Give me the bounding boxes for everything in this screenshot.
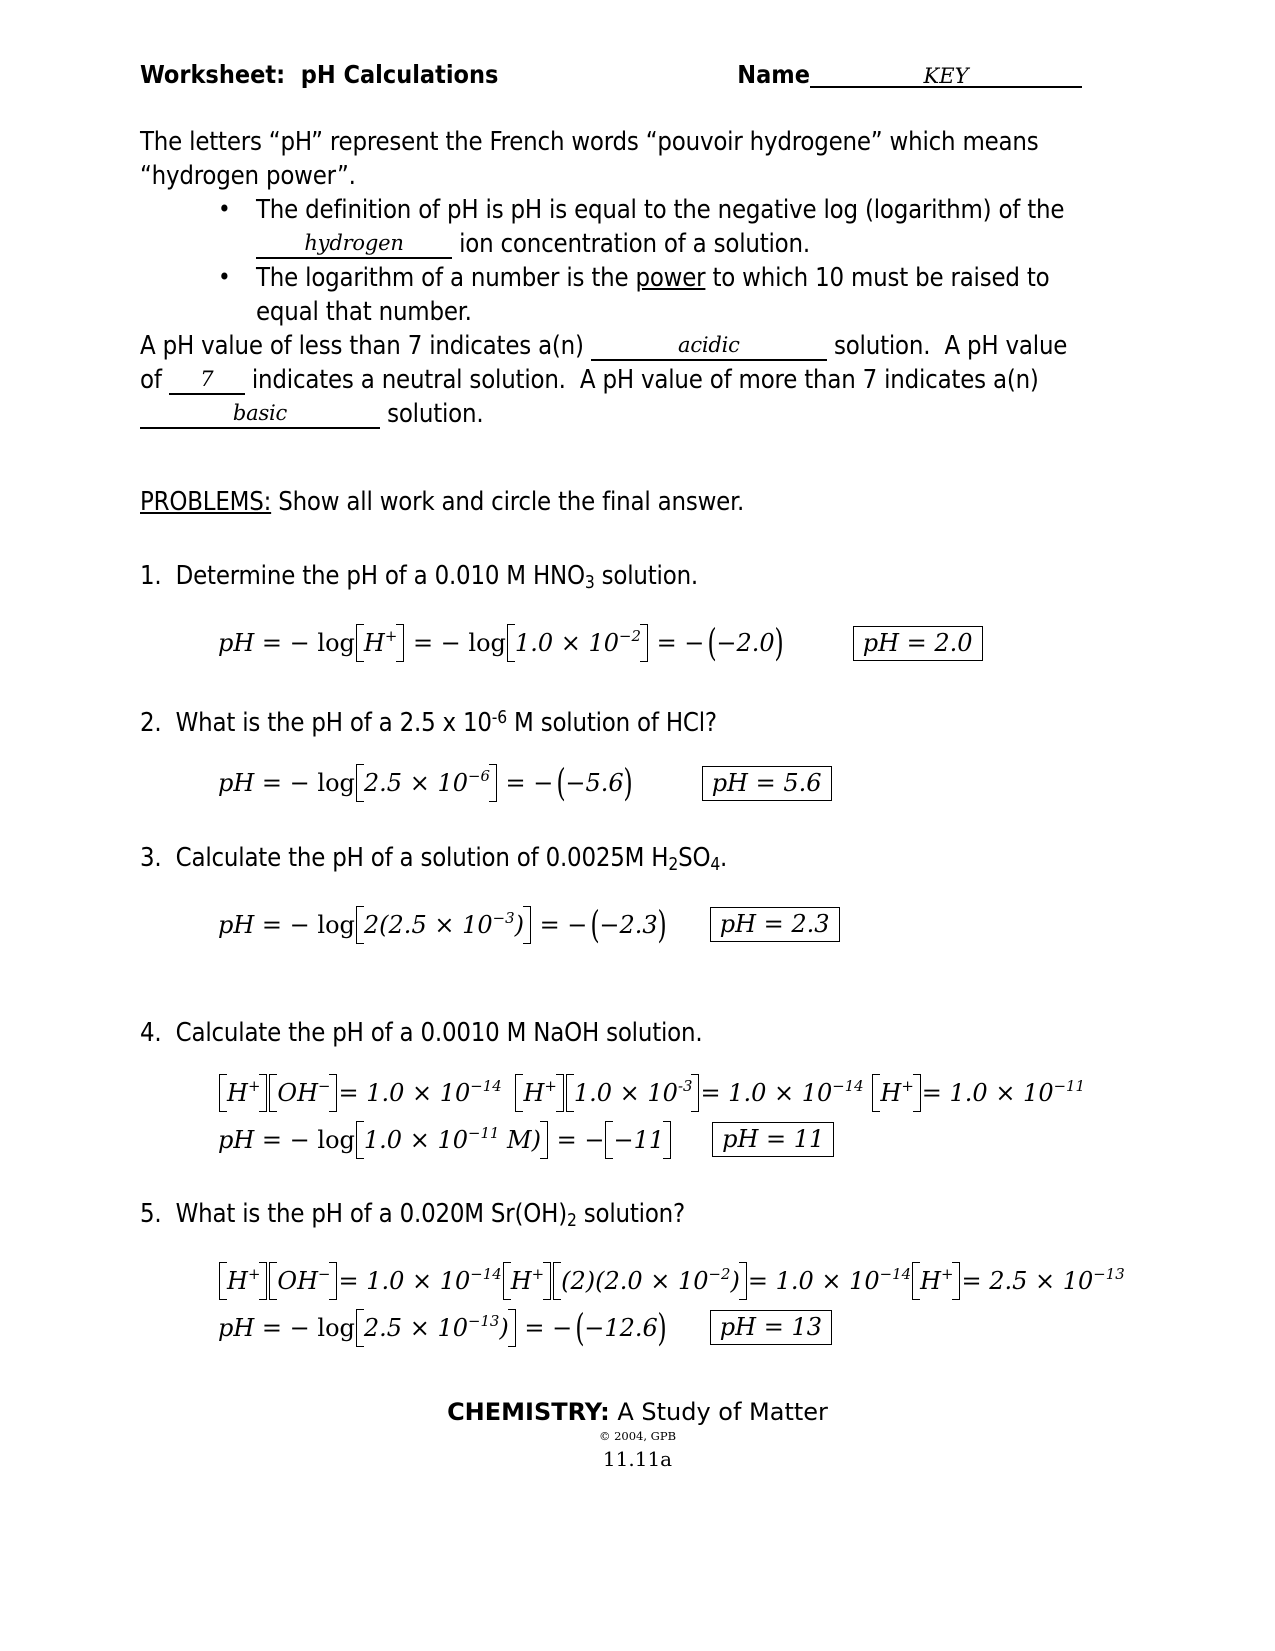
blank-acidic[interactable] — [591, 334, 827, 361]
problem-2-question — [140, 701, 1085, 740]
eq1-op-2: = − — [648, 629, 705, 658]
definition-bullet-list — [140, 193, 1085, 329]
eq5-bracket-h: H + — [219, 1264, 267, 1298]
eq5b-kw-value: = 1.0 × 10 −14 — [747, 1265, 912, 1296]
footer-subtitle: A Study of Matter — [609, 1398, 828, 1426]
problem-4 — [140, 1016, 1085, 1157]
eq4-bracket-h: H + — [219, 1076, 267, 1110]
eq3-bracket-conc: 2(2.5 × 10 −3 ) — [356, 908, 531, 942]
problems-label: PROBLEMS: — [140, 487, 272, 517]
eq1-bracket-h: H + — [356, 626, 404, 660]
eq3-paren-result: ( −2.3 ) — [588, 910, 668, 940]
blank-neutral-value[interactable] — [169, 368, 245, 395]
eq5b-bracket-oh-value: (2)(2.0 × 10 −2 ) — [553, 1264, 747, 1298]
problems-instruction: Show all work and circle the final answer. — [271, 487, 745, 517]
bullet-2-part-2: to which 10 must be raised to — [705, 263, 1050, 293]
bullet-2-part-3: equal that number. — [256, 297, 472, 327]
bullet-1-lead: The definition of pH is — [256, 195, 511, 225]
problem-2 — [140, 701, 1085, 801]
eq2-paren-result: ( −5.6 ) — [554, 768, 634, 798]
eq1-bracket-conc: 1.0 × 10 −2 — [507, 626, 648, 660]
problem-4-text-a: Calculate the pH of a 0.0010 M NaOH solution. — [161, 1018, 703, 1049]
page-footer — [0, 1398, 1275, 1472]
eq3-lhs: pH = − log — [218, 910, 355, 939]
answer-seven: 7 — [200, 367, 214, 391]
problem-2-work — [140, 766, 1085, 801]
eq5d-lhs: pH = − log — [218, 1313, 355, 1342]
problem-1-text-a: Determine the pH of a 0.010 M HNO — [161, 561, 585, 591]
statement-seg-2: solution. A pH value — [826, 331, 1068, 361]
problem-3-text-mid: SO — [678, 842, 711, 873]
problem-4-question — [140, 1016, 1085, 1050]
blank-hydrogen[interactable] — [256, 232, 452, 259]
problem-2-number: 2. — [140, 707, 162, 738]
intro-paragraph — [140, 125, 1085, 193]
eq5c-h-value: = 2.5 × 10 −13 — [961, 1265, 1125, 1296]
problem-5-work — [140, 1264, 1125, 1345]
footer-title — [0, 1398, 1275, 1426]
footer-brand: CHEMISTRY: — [447, 1398, 610, 1426]
eq4b-bracket-h: H + — [515, 1076, 563, 1110]
problem-4-equation-line-2 — [218, 1122, 1085, 1157]
eq5d-bracket-conc: 2.5 × 10 −13 ) — [356, 1311, 516, 1345]
problems-heading — [140, 485, 1085, 519]
worksheet-header — [140, 60, 1085, 89]
statement-seg-4: indicates a neutral solution. A pH value of more than 7 indicates a(n) — [244, 365, 1039, 395]
eq4d-lhs: pH = − log — [218, 1125, 355, 1154]
answer-basic: basic — [232, 401, 288, 425]
bullet-2-part-1: The logarithm of a number is the — [256, 263, 636, 293]
problem-3-work — [140, 907, 1085, 942]
problem-3-text-a: Calculate the pH of a solution of 0.0025M H — [161, 842, 669, 873]
statement-seg-3: of — [140, 365, 169, 395]
bullet-item-definition — [140, 193, 1085, 227]
problem-2-text-b: M solution of HCl? — [506, 707, 717, 738]
problem-3 — [140, 841, 1085, 943]
eq1-op-1: = − log — [405, 629, 506, 658]
blank-basic[interactable] — [140, 402, 380, 429]
problem-5-subscript: 2 — [566, 1211, 577, 1232]
footer-copyright: © 2004, GPB — [598, 1429, 677, 1443]
problem-1-boxed-answer: pH = 2.0 — [853, 626, 983, 661]
problem-3-number: 3. — [140, 842, 162, 873]
bullet-item-logarithm — [140, 261, 1085, 295]
intro-line-2: “hydrogen power”. — [140, 161, 356, 191]
problem-1-equation-row — [218, 626, 1085, 661]
problem-1-text-b: solution. — [594, 561, 698, 591]
intro-line-1: The letters “pH” represent the French words “pouvoir hydrogene” which means — [140, 127, 1039, 157]
bullet-1-italic-2: ion concentration of a solution. — [452, 229, 810, 259]
problem-4-work — [140, 1076, 1085, 1157]
problem-2-boxed-answer: pH = 5.6 — [702, 766, 832, 801]
problem-1-subscript: 3 — [584, 572, 595, 593]
problem-4-boxed-answer: pH = 11 — [712, 1122, 834, 1157]
eq3-op-1: = − — [531, 910, 588, 939]
eq5d-paren-result: ( −12.6 ) — [573, 1313, 669, 1343]
bullet-item-logarithm-line2 — [140, 295, 1085, 329]
eq4b-bracket-oh-value: 1.0 × 10 -3 — [566, 1076, 700, 1110]
eq4-kw-value: = 1.0 × 10 −14 — [338, 1077, 502, 1108]
problem-3-equation-row — [218, 907, 1085, 942]
ph-value-statement — [140, 329, 1085, 431]
eq1-paren-result: ( −2.0 ) — [705, 628, 785, 658]
statement-line-2 — [140, 363, 1085, 397]
name-label: Name — [737, 60, 810, 89]
eq4b-kw-value: = 1.0 × 10 −14 — [700, 1077, 864, 1108]
eq4d-bracket-conc: 1.0 × 10 −11 M) — [356, 1123, 548, 1157]
eq4c-h-value: = 1.0 × 10 −11 — [921, 1077, 1085, 1108]
problem-5-equation-line-1 — [218, 1264, 1125, 1298]
problem-5-number: 5. — [140, 1199, 162, 1230]
problem-4-equation-line-1 — [218, 1076, 1085, 1110]
name-blank[interactable] — [810, 60, 1082, 88]
eq5b-bracket-h: H + — [503, 1264, 551, 1298]
problem-5-boxed-answer: pH = 13 — [710, 1310, 832, 1345]
problem-3-text-b: . — [720, 842, 728, 873]
eq4d-bracket-result: −11 — [605, 1123, 671, 1157]
bullet-1-italic-1: pH is equal to the negative log (logarithm) of the — [510, 195, 1065, 225]
problem-1 — [140, 559, 1085, 661]
eq4d-op-1: = − — [548, 1125, 605, 1154]
problem-4-number: 4. — [140, 1018, 162, 1049]
name-answer: KEY — [923, 64, 969, 88]
statement-line-1 — [140, 329, 1085, 363]
eq5-kw-value: = 1.0 × 10 −14 — [338, 1265, 502, 1296]
page-title: Worksheet: pH Calculations — [140, 60, 499, 89]
answer-acidic: acidic — [678, 333, 740, 357]
problem-1-question — [140, 559, 1085, 600]
problem-2-text-a: What is the pH of a 2.5 x 10 — [161, 707, 492, 738]
eq5-bracket-oh: OH − — [269, 1264, 337, 1298]
eq5d-op-1: = − — [516, 1313, 573, 1342]
problem-3-subscript-2: 4 — [710, 854, 721, 875]
bullet-item-definition-line2 — [140, 227, 1085, 261]
statement-line-3 — [140, 397, 1085, 431]
problem-3-boxed-answer: pH = 2.3 — [710, 907, 840, 942]
problem-2-superscript: -6 — [491, 707, 507, 728]
problem-5-question — [140, 1197, 1085, 1238]
footer-page-number: 11.11a — [602, 1447, 673, 1471]
eq5c-bracket-h: H + — [912, 1264, 960, 1298]
problem-3-question — [140, 841, 1085, 882]
eq2-lhs: pH = − log — [218, 769, 355, 798]
statement-seg-5: solution. — [380, 399, 484, 429]
answer-hydrogen: hydrogen — [304, 231, 404, 255]
problem-1-number: 1. — [140, 561, 162, 591]
problem-1-work — [140, 626, 1085, 661]
eq4c-bracket-h: H + — [872, 1076, 920, 1110]
eq4-bracket-oh: OH − — [269, 1076, 337, 1110]
eq2-op-1: = − — [497, 769, 554, 798]
statement-seg-1: A pH value of less than 7 indicates a(n) — [140, 331, 591, 361]
problem-5 — [140, 1197, 1125, 1345]
problem-5-equation-line-2 — [218, 1310, 1085, 1345]
problem-3-subscript-1: 2 — [668, 854, 679, 875]
worksheet-body — [140, 60, 1125, 1345]
eq2-bracket-conc: 2.5 × 10 −6 — [356, 766, 497, 800]
problem-5-text-b: solution? — [576, 1199, 685, 1230]
problem-5-text-a: What is the pH of a 0.020M Sr(OH) — [161, 1199, 567, 1230]
problem-2-equation-row — [218, 766, 1085, 801]
eq1-lhs: pH = − log — [218, 629, 355, 658]
bullet-2-underlined-answer: power — [635, 263, 706, 293]
name-field-group — [737, 60, 1082, 89]
